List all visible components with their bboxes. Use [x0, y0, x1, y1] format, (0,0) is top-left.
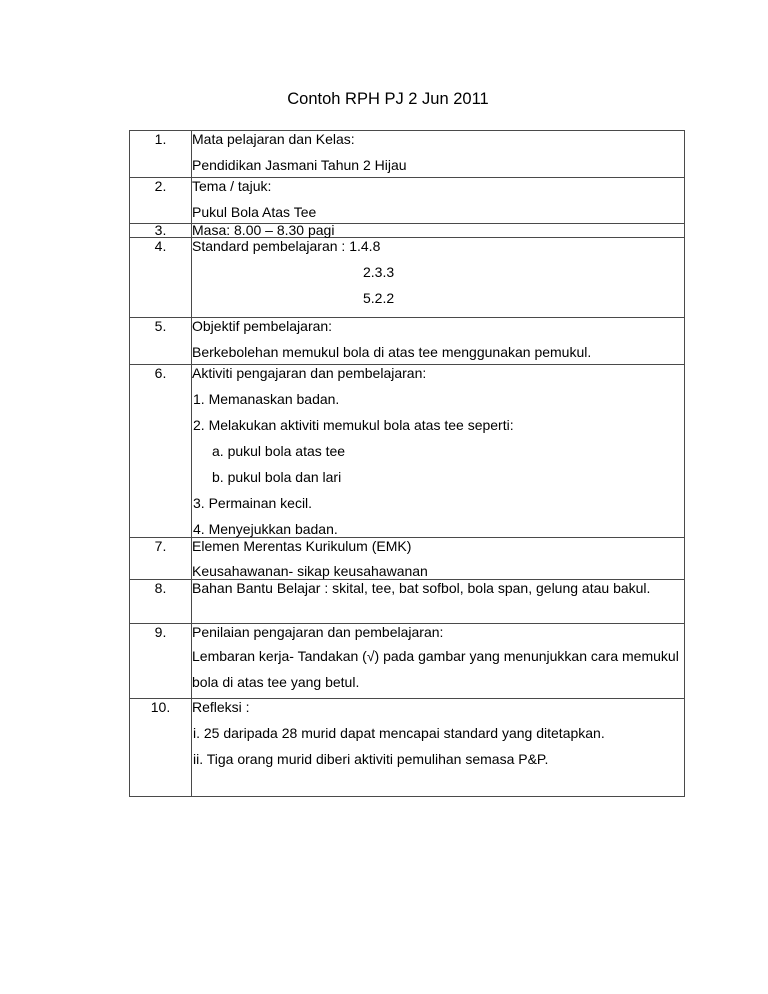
- activity-subitem: b. pukul bola dan lari: [212, 469, 342, 485]
- reflection-item: i. 25 daripada 28 murid dapat mencapai standard yang ditetapkan.: [193, 725, 605, 741]
- row-number-text: 5.: [154, 318, 167, 334]
- row-content: [192, 318, 685, 365]
- table-row: [130, 318, 685, 365]
- row-content: [192, 580, 685, 624]
- row-content: [192, 538, 685, 580]
- row-number-text: 2.: [154, 178, 167, 194]
- row-heading: Penilaian pengajaran dan pembelajaran:: [192, 624, 444, 640]
- row-number-text: 10.: [150, 699, 171, 715]
- standard-code: 5.2.2: [363, 290, 395, 306]
- row-content: [192, 365, 685, 538]
- row-text: Pukul Bola Atas Tee: [192, 204, 317, 220]
- row-text: Lembaran kerja- Tandakan (√) pada gambar yang menunjukkan cara memukul bola di atas tee yang betul.: [192, 648, 679, 690]
- row-number: [130, 624, 192, 699]
- row-heading: Elemen Merentas Kurikulum (EMK): [192, 538, 412, 554]
- table-row: [130, 178, 685, 224]
- table-row: [130, 224, 685, 238]
- row-number: [130, 224, 192, 238]
- row-number-text: 9.: [154, 624, 167, 640]
- lesson-plan-table: [129, 130, 685, 797]
- activity-item: 4. Menyejukkan badan.: [193, 521, 338, 537]
- table-row: [130, 131, 685, 178]
- row-content: [192, 224, 685, 238]
- row-number-text: 8.: [154, 580, 167, 596]
- table-row: [130, 538, 685, 580]
- activity-item: 1. Memanaskan badan.: [193, 391, 340, 407]
- row-content: [192, 131, 685, 178]
- row-number: [130, 580, 192, 624]
- row-number: [130, 238, 192, 318]
- row-number-text: 3.: [154, 222, 167, 238]
- row-number: [130, 538, 192, 580]
- reflection-item: ii. Tiga orang murid diberi aktiviti pemulihan semasa P&P.: [193, 751, 549, 767]
- row-content: [192, 699, 685, 797]
- activity-item: 2. Melakukan aktiviti memukul bola atas tee seperti:: [193, 417, 514, 433]
- standard-code: 2.3.3: [363, 264, 395, 280]
- row-number: [130, 178, 192, 224]
- row-text: Pendidikan Jasmani Tahun 2 Hijau: [192, 157, 407, 173]
- row-text: Berkebolehan memukul bola di atas tee menggunakan pemukul.: [192, 344, 592, 360]
- activity-item: 3. Permainan kecil.: [193, 495, 313, 511]
- table-row: [130, 365, 685, 538]
- row-text: Keusahawanan- sikap keusahawanan: [192, 563, 428, 579]
- row-number: [130, 365, 192, 538]
- row-heading: Aktiviti pengajaran dan pembelajaran:: [192, 365, 427, 381]
- row-content: [192, 178, 685, 224]
- row-number: [130, 131, 192, 178]
- row-heading: Masa: 8.00 – 8.30 pagi: [192, 222, 335, 238]
- table-row: [130, 699, 685, 797]
- table-row: [130, 624, 685, 699]
- row-heading: Objektif pembelajaran:: [192, 318, 333, 334]
- row-heading: Refleksi :: [192, 699, 250, 715]
- row-text: Bahan Bantu Belajar : skital, tee, bat sofbol, bola span, gelung atau bakul.: [192, 580, 651, 596]
- document-title: Contoh RPH PJ 2 Jun 2011: [287, 90, 489, 108]
- row-number-text: 1.: [154, 131, 167, 147]
- row-content: [192, 238, 685, 318]
- row-number: [130, 699, 192, 797]
- row-number: [130, 318, 192, 365]
- row-number-text: 4.: [154, 238, 167, 254]
- table-row: [130, 238, 685, 318]
- row-heading: Mata pelajaran dan Kelas:: [192, 131, 355, 147]
- row-number-text: 7.: [154, 538, 167, 554]
- activity-subitem: a. pukul bola atas tee: [212, 443, 346, 459]
- row-heading: Standard pembelajaran : 1.4.8: [192, 238, 381, 254]
- row-number-text: 6.: [154, 365, 167, 381]
- row-content: [192, 624, 685, 699]
- table-row: [130, 580, 685, 624]
- row-heading: Tema / tajuk:: [192, 178, 272, 194]
